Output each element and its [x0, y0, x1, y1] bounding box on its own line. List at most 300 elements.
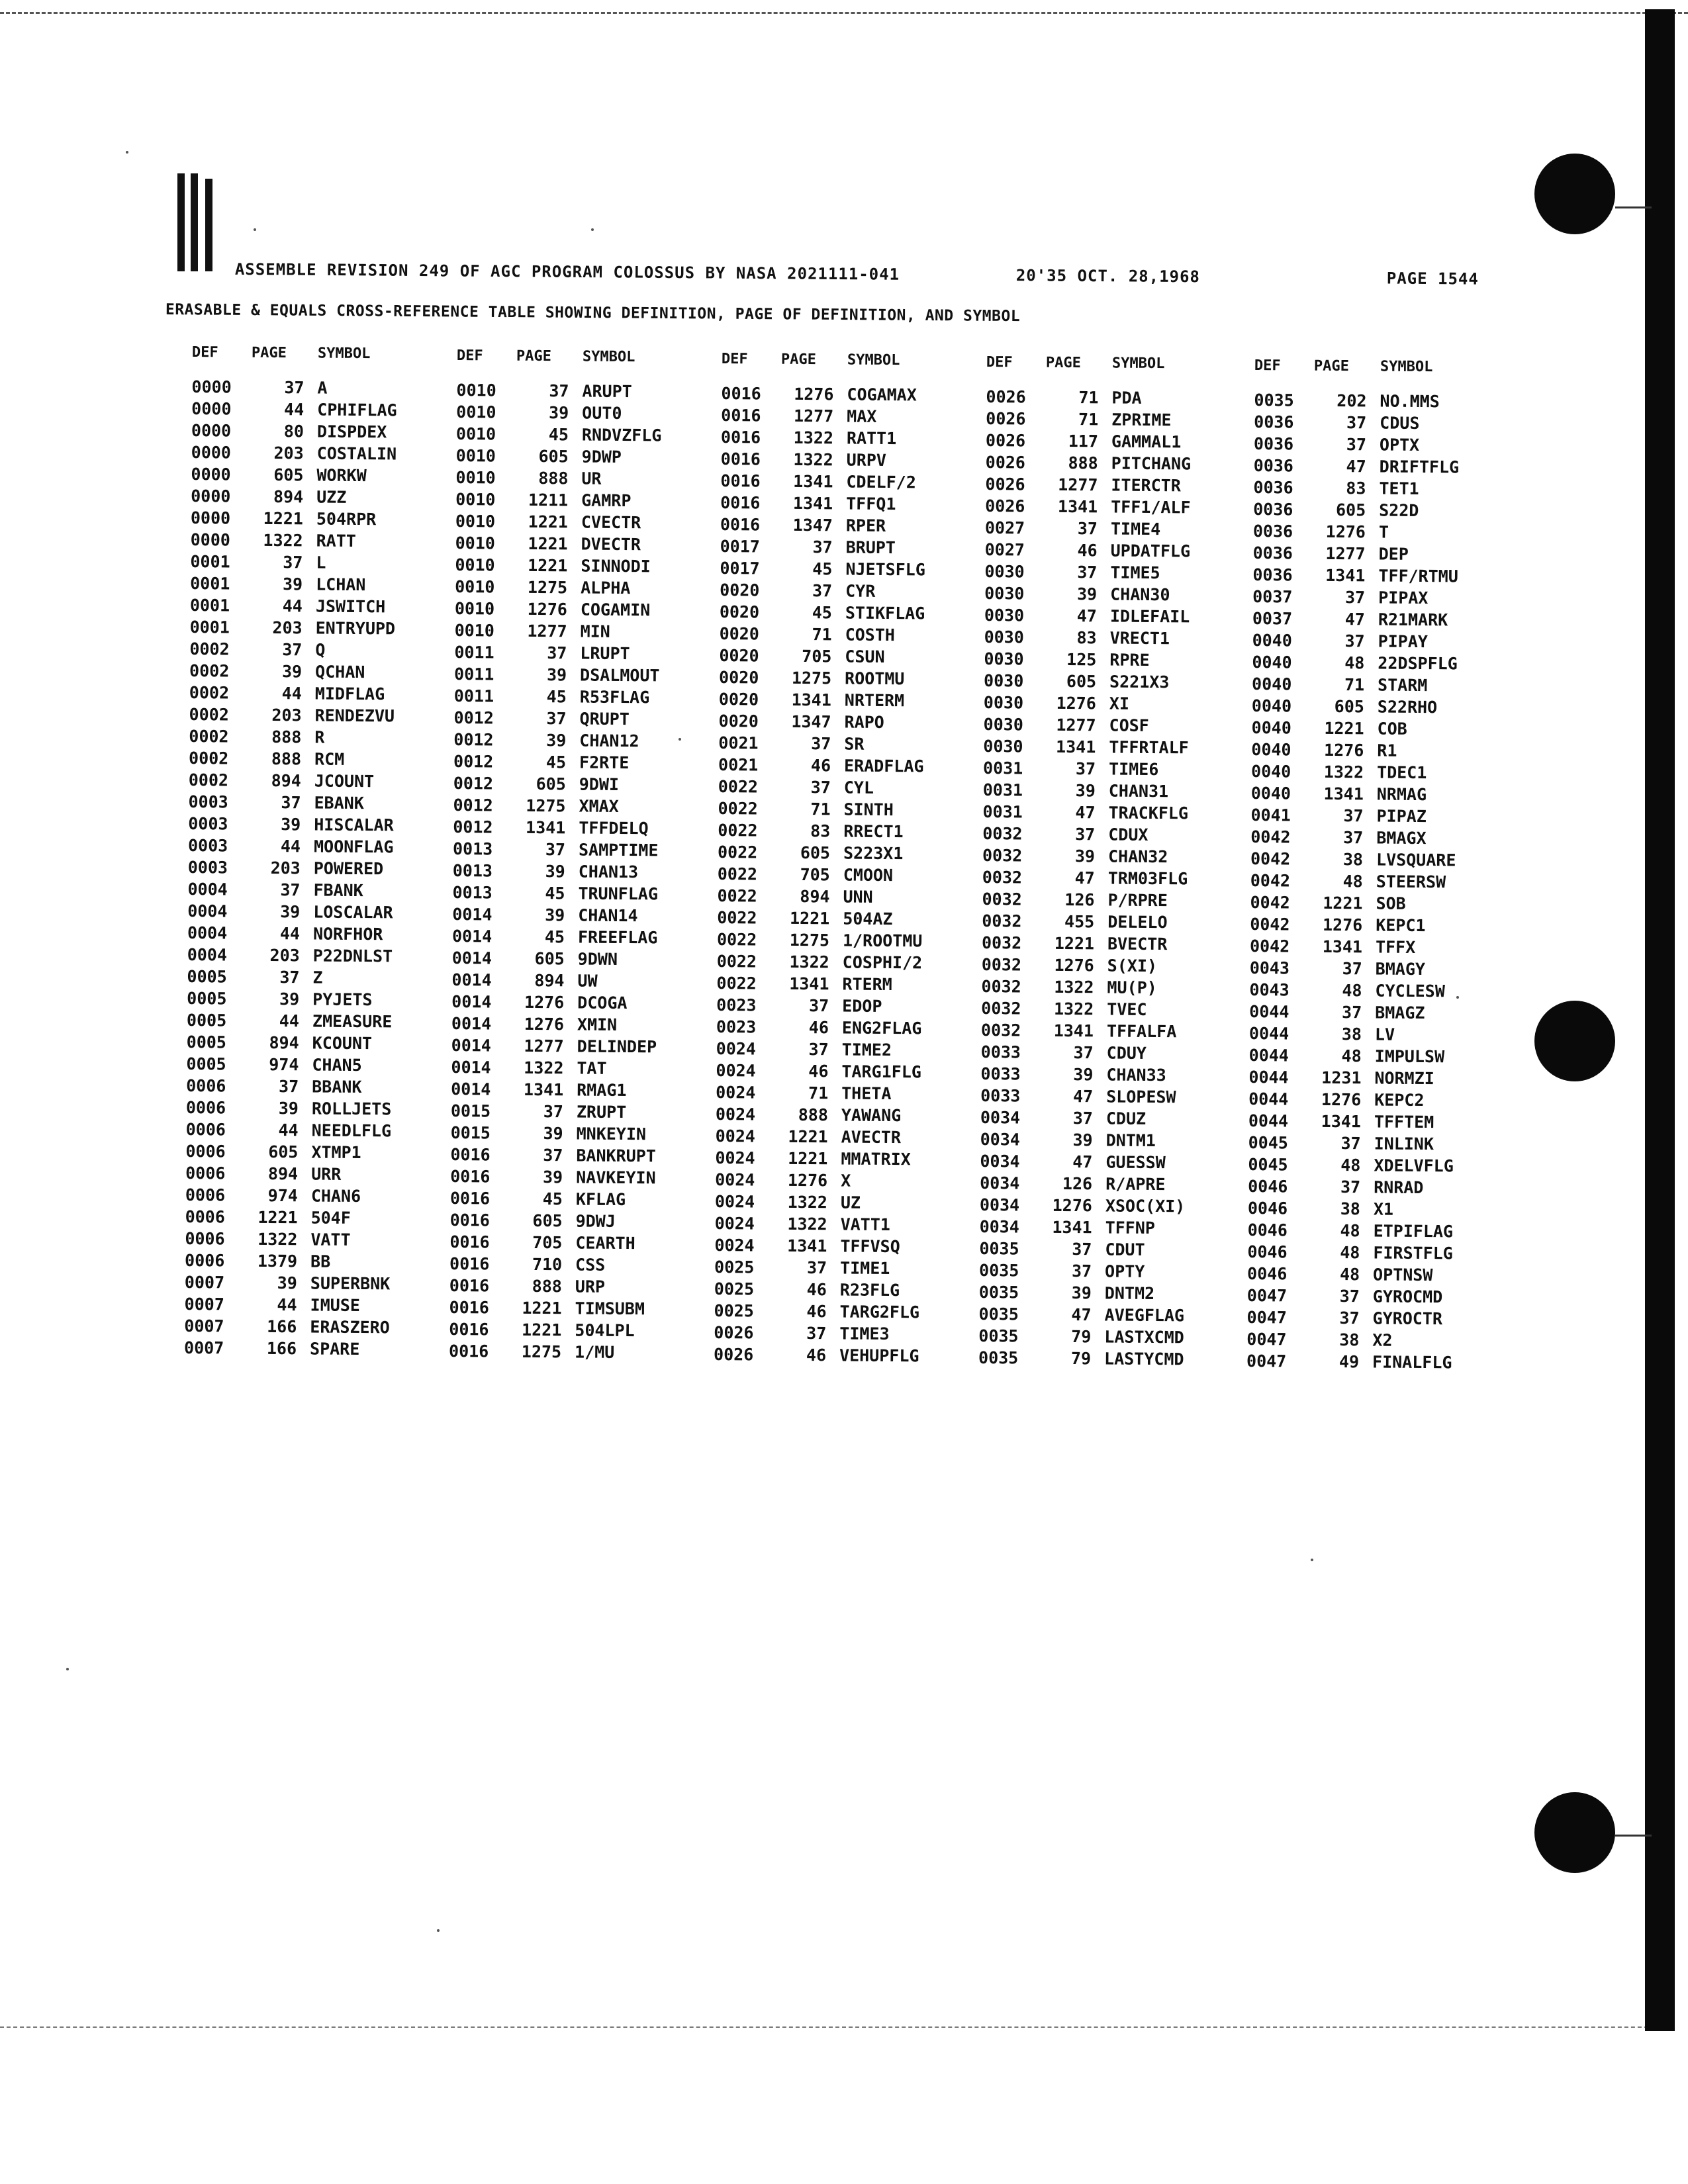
page-cell: 71: [810, 799, 831, 819]
symbol-cell: STIKFLAG: [845, 603, 925, 623]
table-row: [718, 777, 970, 801]
def-cell: 0014: [451, 970, 492, 990]
def-cell: 0020: [718, 711, 759, 731]
table-row: [456, 402, 708, 426]
page-cell: 48: [1344, 653, 1365, 673]
table-row: [716, 1083, 967, 1107]
symbol-cell: 9DWN: [577, 949, 618, 969]
symbol-cell: ENTRYUPD: [315, 618, 396, 639]
def-cell: 0020: [720, 580, 760, 600]
symbol-cell: NO.MMS: [1380, 391, 1440, 412]
def-cell: 0022: [716, 951, 757, 972]
table-row: [185, 1251, 436, 1275]
def-cell: 0014: [451, 1057, 491, 1077]
page-cell: 1341: [792, 493, 833, 514]
symbol-cell: TFF/RTMU: [1378, 566, 1458, 586]
table-row: [451, 1123, 702, 1147]
page-cell: 37: [280, 880, 301, 900]
table-row: [1251, 718, 1503, 742]
def-cell: 0040: [1252, 652, 1292, 672]
def-cell: 0000: [191, 486, 231, 506]
page-cell: 48: [1342, 872, 1363, 891]
punch-hole: [1534, 1792, 1615, 1873]
symbol-cell: MAX: [847, 406, 877, 426]
table-row: [1246, 1308, 1498, 1332]
symbol-cell: P/RPRE: [1107, 890, 1168, 911]
page-cell: 1276: [524, 992, 565, 1013]
table-row: [1251, 740, 1503, 764]
def-cell: 0036: [1253, 499, 1293, 520]
table-row: [454, 664, 706, 688]
symbol-cell: DNTM2: [1104, 1283, 1155, 1304]
symbol-cell: LRUPT: [580, 643, 630, 664]
table-row: [1246, 1351, 1498, 1375]
def-cell: 0007: [184, 1316, 224, 1336]
symbol-cell: NEEDLFLG: [311, 1120, 392, 1141]
symbol-cell: 504AZ: [843, 909, 893, 929]
page-cell: 1276: [524, 1014, 565, 1034]
page-cell: 37: [1077, 519, 1098, 539]
table-row: [1254, 412, 1505, 436]
page-cell: 705: [802, 646, 832, 666]
def-cell: 0034: [980, 1129, 1021, 1150]
symbol-cell: LASTYCMD: [1103, 1349, 1184, 1369]
header-def: DEF: [456, 347, 483, 365]
page-cell: 39: [1071, 1283, 1092, 1303]
symbol-cell: T: [1378, 522, 1389, 542]
table-row: [451, 992, 703, 1016]
def-cell: 0044: [1248, 1067, 1289, 1087]
table-row: [191, 530, 442, 554]
table-column: [1246, 357, 1506, 1375]
symbol-cell: ENG2FLAG: [841, 1018, 922, 1038]
def-cell: 0005: [186, 1054, 226, 1074]
page-cell: 1276: [794, 384, 834, 404]
symbol-cell: COSTALIN: [316, 443, 397, 464]
def-cell: 0006: [185, 1097, 226, 1118]
symbol-cell: RNDVZFLG: [581, 425, 662, 445]
table-row: [189, 617, 441, 641]
table-row: [189, 770, 440, 794]
def-cell: 0016: [720, 449, 761, 469]
symbol-cell: DSALMOUT: [580, 665, 660, 686]
symbol-cell: SOB: [1376, 893, 1406, 913]
table-row: [984, 606, 1236, 629]
page-cell: 37: [1344, 588, 1366, 608]
symbol-cell: GUESSW: [1105, 1152, 1166, 1173]
page-cell: 45: [545, 884, 565, 903]
symbol-cell: VATT1: [840, 1214, 891, 1235]
page-cell: 1277: [793, 406, 834, 426]
symbol-cell: UR: [581, 469, 602, 488]
symbol-cell: A: [317, 378, 328, 398]
table-row: [456, 381, 708, 404]
def-cell: 0016: [449, 1297, 489, 1318]
symbol-cell: MU(P): [1107, 978, 1157, 998]
def-cell: 0034: [980, 1151, 1020, 1171]
page-cell: 48: [1340, 1156, 1361, 1175]
table-row: [716, 1017, 968, 1041]
symbol-cell: CDUT: [1105, 1240, 1145, 1259]
symbol-cell: R23FLG: [839, 1280, 900, 1300]
page-cell: 710: [532, 1254, 563, 1275]
symbol-cell: COGAMIN: [580, 600, 651, 620]
def-cell: 0016: [721, 405, 761, 426]
def-cell: 0016: [720, 492, 761, 513]
def-cell: 0032: [981, 933, 1022, 953]
table-row: [455, 599, 706, 623]
page-cell: 37: [279, 968, 300, 987]
page-cell: 37: [545, 840, 566, 860]
table-row: [717, 930, 968, 954]
def-cell: 0033: [980, 1064, 1021, 1084]
table-column: [714, 351, 973, 1369]
page-cell: 1341: [1325, 565, 1366, 586]
def-cell: 0030: [984, 605, 1025, 625]
table-row: [982, 955, 1233, 979]
symbol-cell: TIME3: [839, 1324, 890, 1344]
table-row: [718, 842, 969, 866]
symbol-cell: PITCHANG: [1111, 453, 1192, 474]
table-row: [451, 1036, 703, 1060]
table-row: [719, 690, 970, 713]
symbol-cell: SLOPESW: [1106, 1087, 1176, 1107]
table-row: [191, 508, 442, 532]
symbol-cell: BANKRUPT: [576, 1146, 656, 1166]
column-header: [722, 351, 973, 386]
symbol-cell: TFFVSQ: [840, 1236, 900, 1257]
table-row: [190, 596, 442, 619]
page-cell: 1341: [1321, 1111, 1362, 1132]
def-cell: 0005: [186, 1010, 227, 1030]
symbol-cell: LCHAN: [316, 574, 366, 595]
def-cell: 0037: [1252, 608, 1293, 629]
symbol-cell: TFF1/ALF: [1111, 497, 1191, 518]
page-cell: 1341: [791, 690, 831, 710]
symbol-cell: RAPO: [844, 712, 884, 732]
page-cell: 47: [1072, 1087, 1094, 1107]
table-row: [984, 671, 1235, 695]
table-row: [185, 1273, 436, 1297]
def-cell: 0001: [189, 595, 230, 615]
table-row: [1248, 1089, 1500, 1113]
page-cell: 37: [1073, 1043, 1094, 1063]
symbol-cell: MIN: [580, 621, 610, 641]
def-cell: 0024: [714, 1191, 755, 1212]
def-cell: 0016: [720, 427, 761, 447]
table-row: [189, 727, 440, 751]
page-cell: 39: [282, 574, 303, 594]
page-cell: 48: [1341, 1046, 1362, 1066]
page-cell: 605: [1334, 696, 1364, 717]
def-cell: 0002: [189, 660, 230, 681]
def-cell: 0030: [984, 627, 1024, 647]
page-cell: 37: [812, 537, 833, 557]
def-cell: 0046: [1248, 1176, 1288, 1197]
symbol-cell: CDUY: [1106, 1043, 1147, 1063]
symbol-cell: RATT1: [846, 428, 897, 449]
table-row: [721, 406, 972, 430]
table-row: [189, 639, 441, 663]
def-cell: 0017: [720, 536, 761, 557]
page-cell: 1221: [788, 1126, 828, 1147]
symbol-cell: RRECT1: [843, 821, 904, 842]
table-row: [1252, 609, 1504, 633]
table-row: [980, 1195, 1231, 1219]
table-row: [984, 649, 1235, 673]
staple-mark: [205, 179, 212, 271]
page-cell: 44: [280, 837, 301, 856]
table-row: [982, 933, 1233, 957]
page-cell: 47: [1075, 803, 1096, 823]
def-cell: 0022: [718, 776, 759, 797]
symbol-cell: COSTH: [845, 625, 896, 645]
page-cell: 47: [1344, 610, 1366, 629]
table-row: [1249, 980, 1501, 1004]
table-row: [720, 602, 971, 626]
column-header: [1254, 357, 1506, 392]
page-cell: 38: [1340, 1199, 1361, 1219]
table-row: [190, 574, 442, 598]
page-cell: 37: [1343, 828, 1364, 848]
table-row: [449, 1254, 701, 1278]
table-row: [714, 1301, 965, 1325]
table-row: [451, 1014, 703, 1038]
scan-shadow-bar: [1645, 9, 1675, 2031]
page-cell: 1341: [1056, 737, 1096, 757]
table-row: [1249, 1046, 1501, 1069]
def-cell: 0001: [190, 573, 230, 594]
page-cell: 1322: [787, 1192, 828, 1212]
page-cell: 39: [1072, 1130, 1093, 1150]
def-cell: 0016: [449, 1253, 490, 1274]
def-cell: 0003: [187, 857, 228, 878]
def-cell: 0043: [1249, 979, 1289, 1000]
page-cell: 1221: [788, 1148, 828, 1169]
def-cell: 0024: [715, 1104, 756, 1124]
table-row: [986, 453, 1237, 477]
page-cell: 1276: [1056, 693, 1096, 713]
def-cell: 0002: [189, 726, 229, 747]
page-cell: 1277: [1325, 543, 1366, 564]
header-page: PAGE: [251, 344, 287, 362]
def-cell: 0044: [1248, 1111, 1289, 1131]
symbol-cell: JSWITCH: [315, 596, 386, 617]
def-cell: 0006: [185, 1119, 226, 1140]
page-cell: 1275: [527, 577, 568, 598]
symbol-cell: ITERCTR: [1111, 475, 1181, 496]
page-cell: 46: [806, 1280, 827, 1300]
table-row: [715, 1192, 966, 1216]
page-cell: 39: [281, 662, 303, 682]
page-cell: 203: [270, 858, 301, 878]
page-cell: 1231: [1321, 1068, 1362, 1088]
symbol-cell: CDUS: [1380, 413, 1420, 433]
def-cell: 0032: [982, 845, 1023, 866]
page-cell: 1341: [793, 471, 833, 492]
table-row: [1249, 1024, 1501, 1048]
def-cell: 0047: [1246, 1329, 1287, 1349]
def-cell: 0010: [455, 533, 496, 553]
page-cell: 48: [1339, 1265, 1360, 1285]
def-cell: 0010: [454, 620, 494, 641]
symbol-cell: NORMZI: [1374, 1068, 1434, 1089]
symbol-cell: CHAN13: [578, 862, 639, 882]
table-row: [451, 970, 703, 994]
def-cell: 0026: [986, 408, 1026, 429]
def-cell: 0042: [1250, 827, 1291, 847]
page-header: [165, 259, 1496, 303]
table-row: [451, 1079, 702, 1103]
def-cell: 0035: [978, 1304, 1019, 1324]
table-row: [187, 967, 438, 991]
symbol-cell: TIME4: [1110, 519, 1161, 539]
table-row: [191, 377, 443, 401]
page-cell: 1221: [1324, 718, 1364, 739]
symbol-cell: BBANK: [312, 1077, 362, 1097]
def-cell: 0013: [452, 839, 493, 859]
def-cell: 0007: [184, 1294, 224, 1314]
def-cell: 0010: [455, 445, 496, 466]
def-cell: 0032: [981, 976, 1021, 997]
symbol-cell: XSOC(XI): [1105, 1196, 1186, 1216]
table-row: [191, 421, 443, 445]
speck: [437, 1929, 440, 1932]
table-row: [720, 537, 972, 561]
def-cell: 0032: [982, 889, 1022, 909]
table-row: [716, 1126, 967, 1150]
symbol-cell: XTMP1: [311, 1142, 361, 1163]
header-def: DEF: [191, 344, 218, 361]
symbol-cell: BVECTR: [1107, 934, 1168, 954]
def-cell: 0020: [719, 623, 759, 644]
def-cell: 0036: [1252, 565, 1293, 585]
table-row: [716, 1039, 968, 1063]
punch-hole: [1534, 154, 1615, 234]
header-def: DEF: [1254, 357, 1281, 375]
page-cell: 1276: [527, 599, 568, 619]
table-row: [449, 1232, 701, 1256]
symbol-cell: TET1: [1379, 478, 1419, 498]
symbol-cell: CHAN12: [579, 731, 639, 751]
def-cell: 0024: [716, 1060, 756, 1081]
def-cell: 0034: [979, 1195, 1020, 1215]
symbol-cell: CSS: [575, 1255, 606, 1275]
def-cell: 0040: [1251, 696, 1292, 716]
page-cell: 46: [810, 756, 831, 776]
symbol-cell: NAVKEYIN: [576, 1167, 656, 1188]
table-row: [720, 515, 972, 539]
table-row: [1250, 958, 1501, 982]
def-cell: 0046: [1247, 1242, 1288, 1262]
table-row: [720, 493, 972, 517]
table-row: [189, 705, 440, 729]
page-cell: 1322: [793, 428, 834, 448]
page-cell: 47: [1072, 1152, 1093, 1172]
def-cell: 0034: [980, 1173, 1020, 1193]
def-cell: 0010: [456, 402, 496, 422]
page-cell: 455: [1064, 911, 1095, 932]
def-cell: 0022: [717, 886, 757, 906]
def-cell: 0030: [984, 649, 1024, 669]
table-row: [452, 948, 704, 972]
symbol-cell: IMPULSW: [1374, 1046, 1445, 1067]
table-row: [980, 1173, 1231, 1197]
page-cell: 1277: [1056, 715, 1096, 735]
symbol-cell: URPV: [846, 450, 887, 470]
page-cell: 1221: [528, 512, 569, 532]
table-row: [714, 1345, 965, 1369]
page-cell: 605: [532, 1210, 563, 1231]
symbol-cell: XMIN: [577, 1015, 618, 1034]
page-cell: 46: [806, 1345, 827, 1365]
def-cell: 0000: [191, 442, 232, 463]
page-cell: 39: [1075, 781, 1096, 801]
page-cell: 605: [1066, 671, 1097, 692]
symbol-cell: CYCLESW: [1375, 981, 1445, 1001]
scan-edge-bottom: [0, 2026, 1675, 2028]
table-column: [184, 344, 444, 1362]
symbol-cell: BMAGX: [1376, 828, 1427, 848]
symbol-cell: Z: [312, 968, 323, 987]
symbol-cell: AVECTR: [841, 1127, 902, 1148]
def-cell: 0013: [452, 860, 493, 881]
page-cell: 1276: [1324, 740, 1364, 760]
symbol-cell: CHAN31: [1108, 781, 1169, 801]
def-cell: 0047: [1246, 1285, 1288, 1306]
page-cell: 45: [542, 1189, 563, 1209]
def-cell: 0012: [453, 795, 493, 815]
def-cell: 0004: [187, 879, 228, 899]
def-cell: 0014: [451, 1079, 491, 1099]
def-cell: 0016: [449, 1210, 490, 1230]
def-cell: 0035: [979, 1238, 1019, 1259]
table-row: [455, 577, 706, 601]
page-cell: 1277: [1058, 475, 1098, 495]
table-row: [716, 1061, 967, 1085]
symbol-cell: PIPAZ: [1376, 806, 1427, 827]
def-cell: 0006: [185, 1141, 226, 1161]
column-header: [192, 344, 444, 379]
symbol-cell: ERADFLAG: [843, 756, 924, 776]
page-cell: 37: [809, 996, 829, 1016]
symbol-cell: ZRUPT: [576, 1102, 627, 1122]
table-row: [1253, 478, 1505, 502]
table-row: [1254, 434, 1505, 458]
table-row: [454, 686, 706, 710]
page-cell: 39: [543, 1124, 563, 1144]
symbol-cell: AVEGFLAG: [1104, 1305, 1185, 1326]
def-cell: 0046: [1247, 1263, 1288, 1284]
page-cell: 1347: [792, 515, 833, 535]
page-cell: 48: [1342, 981, 1362, 1001]
def-cell: 0045: [1248, 1154, 1288, 1175]
table-row: [451, 1101, 702, 1125]
def-cell: 0027: [984, 518, 1025, 538]
table-row: [453, 752, 705, 776]
table-row: [982, 824, 1234, 848]
symbol-cell: X: [841, 1171, 851, 1191]
table-row: [985, 518, 1237, 542]
page-cell: 37: [278, 1077, 299, 1097]
table-row: [715, 1148, 966, 1172]
def-cell: 0026: [985, 474, 1025, 494]
def-cell: 0045: [1248, 1132, 1289, 1153]
scan-edge-top: [0, 12, 1688, 14]
page-cell: 71: [1078, 388, 1099, 408]
symbol-cell: WORKW: [316, 465, 367, 486]
symbol-cell: JCOUNT: [314, 771, 375, 792]
